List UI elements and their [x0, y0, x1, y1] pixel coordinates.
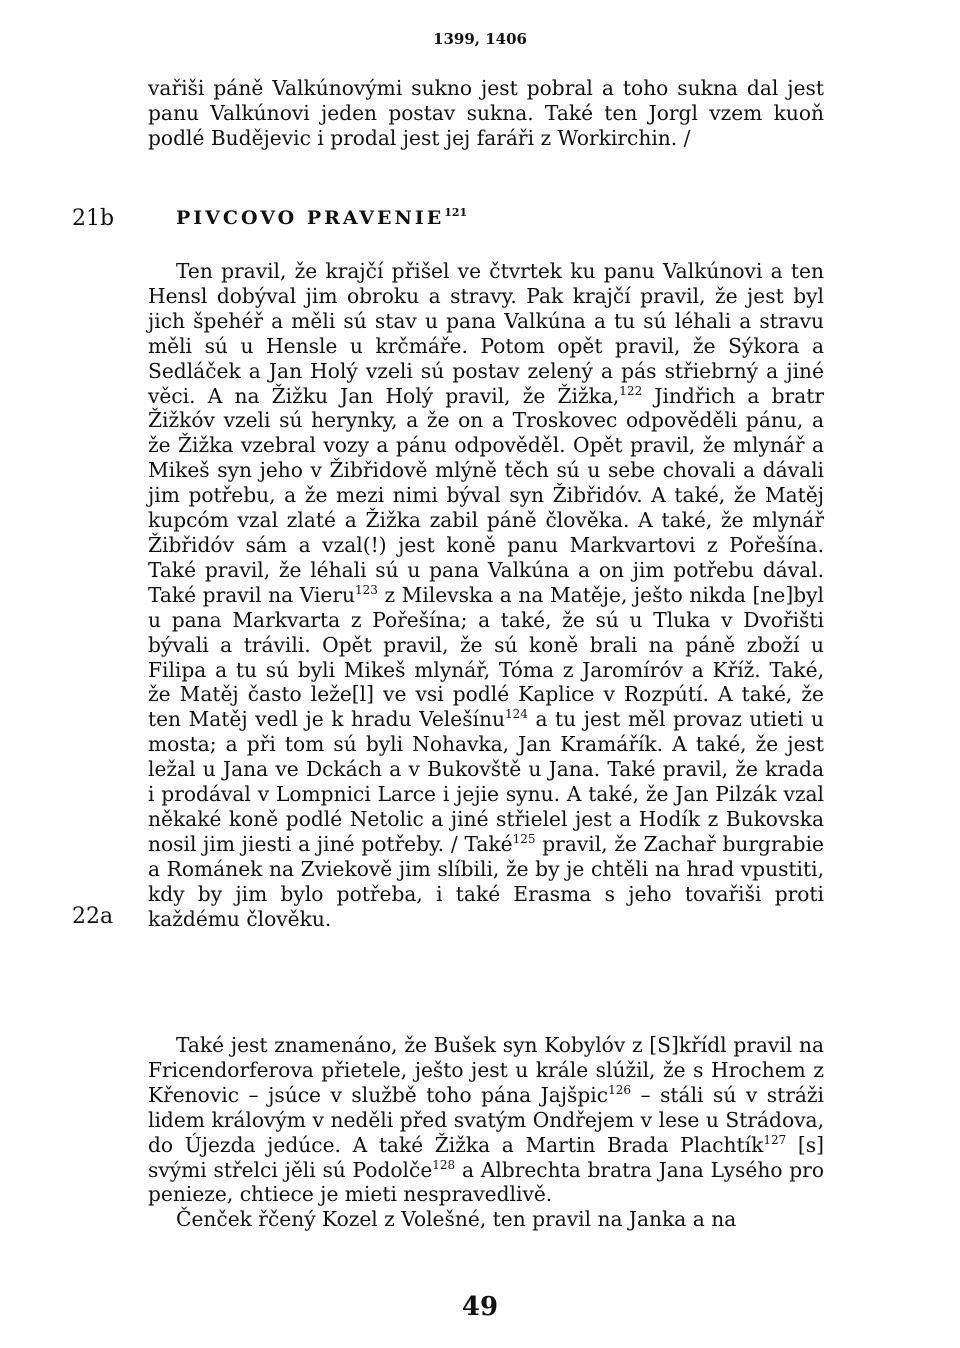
section-heading	[176, 207, 467, 229]
text-run: Také jest znamenáno, že Bušek syn Kobylóv z [S]křídl pravil na Fricendorferova přietele, ještо jest u krále slúžil, že s Hrochem z Křenovic – jsúce v službě toho pána Jajšpic	[148, 1033, 824, 1107]
testimony-paragraph-text	[148, 259, 824, 931]
continued-paragraph	[148, 76, 824, 151]
footnote-ref-122: 122	[619, 383, 643, 398]
section-heading-text: PIVCOVO PRAVENIE	[176, 207, 445, 229]
text-run: [s] svými střelci jěli sú Podolče	[148, 1132, 824, 1182]
testimony-paragraph	[148, 259, 824, 931]
third-paragraph-text: Čenček řčený Kozel z Volešné, ten pravil na Janka a na	[176, 1207, 737, 1232]
text-run: a Albrechta bratra Jana Lysého pro penieze, chtiece je mieti nespravedlivě.	[148, 1157, 824, 1207]
text-run: pravil, že Zachař burgrabie a Románek na Zviekově jim slíbili, že by je chtěli na hrad vpustiti, kdy by jim bylo potřeba, i také Erasma s jeho tovařiši proti každému člověku.	[148, 831, 824, 931]
footnote-ref-125: 125	[512, 831, 536, 846]
margin-folio-21b: 21b	[72, 206, 115, 231]
page-number: 49	[461, 1292, 499, 1322]
footnote-ref-126: 126	[608, 1082, 631, 1097]
margin-folio-22a: 22a	[72, 904, 114, 929]
footnote-ref-121: 121	[444, 206, 468, 219]
second-paragraph-text	[148, 1033, 824, 1207]
text-run: z Milevska a na Matěje, ješto nikda [ne]byl u pana Markvarta z Pořešína; a také, že sú u Tluka v Dvořišti bývali a trávili. Opět pravil, že sú koně brali na páně zboží u Filipa a tu sú byli Mikeš mlynář, Tóma z Jaromíróv a Kříž. Také, že Matěj často leže[l] ve vsi podlé Kaplice v Rozpútí. A také, že ten Matěj vedl je k hradu Velešínu	[148, 582, 825, 732]
text-run: Jindřich a bratr Žižkóv vzeli sú herynky, a že on a Troskovec odpověděli pánu, a že Žižka vzebral vozy a pánu odpověděl. Opět pravil, že mlynář a Mikeš syn jeho v Žibřidově mlýně těch sú u sebe chovali a dávali jim potřebu, a že mezi nimi býval syn Žibřidóv. A také, že Matěj kupcóm vzal zlaté a Žižka zabil páně člověka. A také, že mlynář Žibřidóv sám a vzal(!) jest koně panu Markvartovi z Pořešína. Také pravil, že léhali sú u pana Valkúna a on jim potřebu dával. Také pravil na Vieru	[148, 383, 824, 607]
text-run: – stáli sú v stráži lidem královým v neděli před svatým Ondřejem v lese u Strádova, do Újezda jedúce. A také Žižka a Martin Brada Plachtík	[148, 1082, 825, 1157]
footnote-ref-123: 123	[355, 582, 378, 597]
second-paragraph	[148, 1033, 824, 1232]
text-run: a tu jest měl provaz utieti u mosta; a při tom sú byli Nohavka, Jan Kramářík. A také, že jest ležal u Jana ve Dckách a v Bukovště u Jana. Také pravil, že krada i prodával v Lompnici Larce i jejie synu. A také, že Jan Pilzák vzal někaké koně podlé Netolic a jiné střielel jest a Hodík z Bukovska nosil jim jiesti a jiné potřeby. / Také	[148, 707, 825, 856]
footnote-ref-127: 127	[763, 1132, 787, 1147]
text-run: Ten pravil, že krajčí přišel ve čtvrtek ku panu Valkúnovi a ten Hensl dobýval jim obroku a stravy. Pak krajčí pravil, že jest byl jich špehéř a měli sú stav u pana Valkúna a tu sú léhali a stravu měli sú u Hensle u krčmáře. Potom opět pravil, že Sýkora a Sedláček a Jan Holý vzeli sú postav zelený a pás střiebrný a jiné věci. A na Žižku Jan Holý pravil, že Žižka,	[148, 259, 824, 408]
continued-paragraph-text: vařiši páně Valkúnovými sukno jest pobral a toho sukna dal jest panu Valkúnovi jeden postav sukna. Také ten Jorgl vzem kuoň podlé Budějevic i prodal jest jej faráři z Workirchin. /	[148, 76, 824, 150]
footnote-ref-128: 128	[432, 1157, 456, 1172]
footnote-ref-124: 124	[505, 707, 528, 722]
running-header: 1399, 1406	[433, 30, 527, 48]
